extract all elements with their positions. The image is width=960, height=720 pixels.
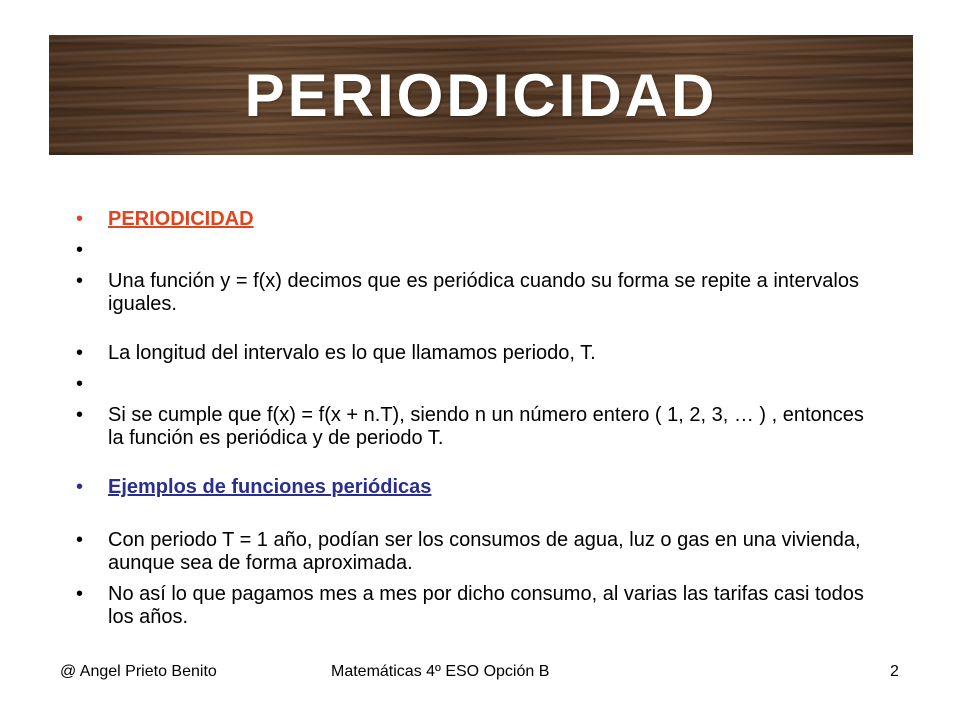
list-item-example-payment xyxy=(74,583,874,629)
bullet-icon: • xyxy=(76,373,84,395)
bullet-icon: • xyxy=(76,529,84,551)
list-item-condition xyxy=(74,404,874,450)
list-item-text: La longitud del intervalo es lo que llamamos periodo, T. xyxy=(108,342,596,364)
footer-page-number: 2 xyxy=(890,663,899,680)
list-item-period xyxy=(74,342,874,365)
list-item-text: Si se cumple que f(x) = f(x + n.T), siendo n un número entero ( 1, 2, 3, … ) , entonces la función es periódica y de periodo T. xyxy=(108,404,864,449)
footer-author: @ Angel Prieto Benito xyxy=(60,663,217,680)
bullet-icon: • xyxy=(76,583,84,605)
slide-title: PERIODICIDAD xyxy=(244,61,718,129)
bullet-icon: • xyxy=(76,208,84,230)
footer-course: Matemáticas 4º ESO Opción B xyxy=(331,663,550,680)
list-item-example-consumption xyxy=(74,529,874,575)
examples-link[interactable]: Ejemplos de funciones periódicas xyxy=(108,476,432,498)
list-item-definition xyxy=(74,270,874,316)
title-banner xyxy=(49,35,913,155)
list-item-examples-heading xyxy=(74,476,874,499)
bullet-icon: • xyxy=(76,404,84,426)
bullet-icon: • xyxy=(76,270,84,292)
bullet-icon: • xyxy=(76,476,84,498)
list-item-text: Con periodo T = 1 año, podían ser los consumos de agua, luz o gas en una vivienda, aunque sea de forma aproximada. xyxy=(108,529,861,574)
bullet-icon: • xyxy=(76,239,84,261)
list-item-periodicidad xyxy=(74,208,874,231)
list-item-text: No así lo que pagamos mes a mes por dicho consumo, al varias las tarifas casi todos los años. xyxy=(108,583,864,628)
list-item-empty xyxy=(74,239,874,262)
periodicidad-link[interactable]: PERIODICIDAD xyxy=(108,208,254,230)
bullet-list xyxy=(74,208,874,629)
list-item-empty xyxy=(74,373,874,396)
bullet-icon: • xyxy=(76,342,84,364)
list-item-text: Una función y = f(x) decimos que es periódica cuando su forma se repite a intervalos iguales. xyxy=(108,270,859,315)
